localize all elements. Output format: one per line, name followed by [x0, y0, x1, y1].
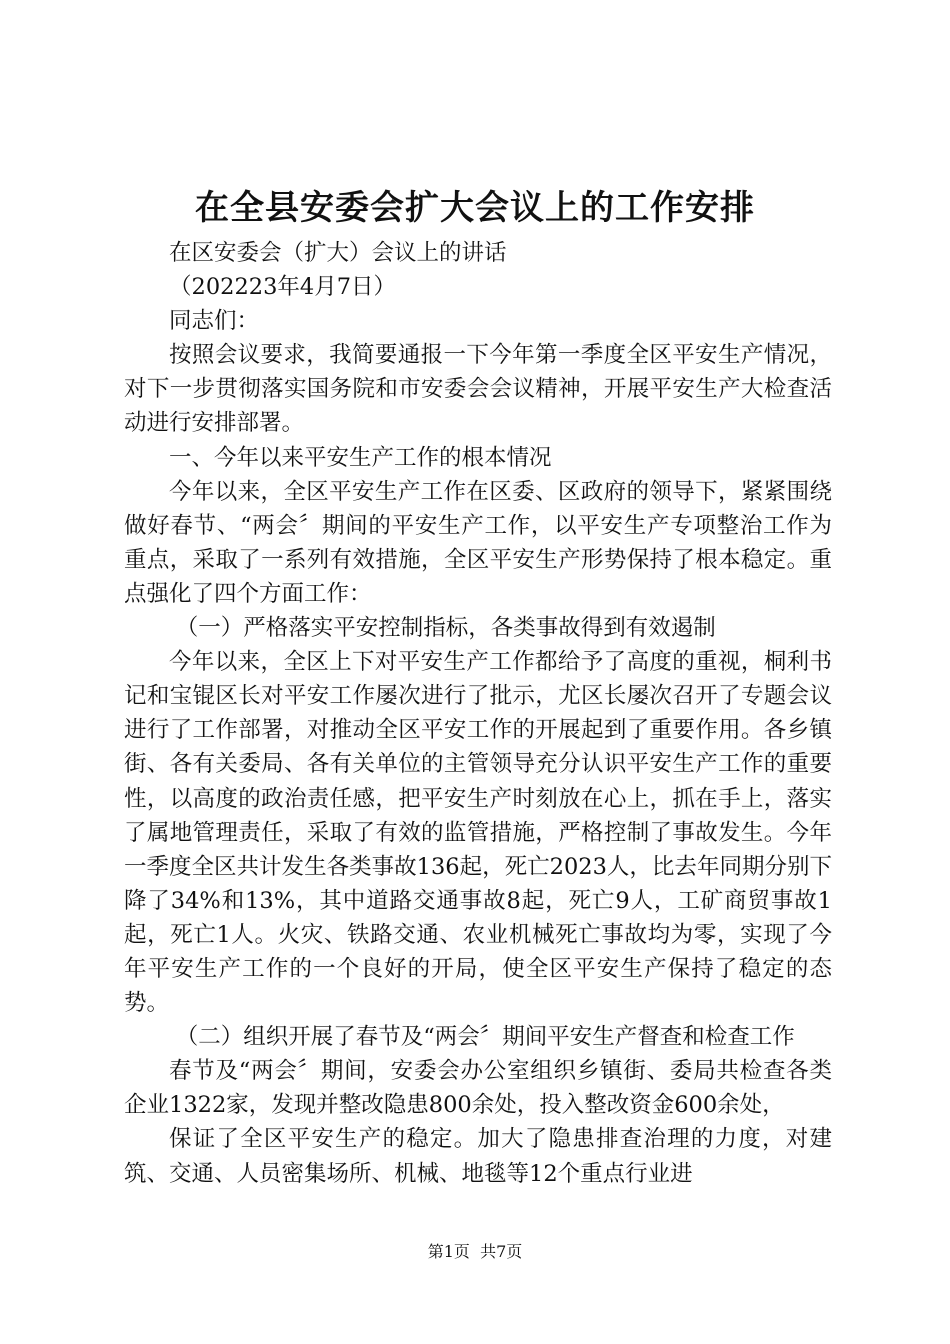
- salutation: 同志们：: [169, 308, 260, 335]
- body-paragraph: 春节及“两会〞期间，安委会办公室组织乡镇街、委局共检查各类企业1322家，发现并整改隐患800余处，投入整改资金600余处，: [124, 1058, 832, 1119]
- body-paragraph: 今年以来，全区平安生产工作在区委、区政府的领导下，紧紧围绕做好春节、“两会〞期间的平安生产工作，以平安生产专项整治工作为重点，采取了一系列有效措施，全区平安生产形势保持了根本稳定。重点强化了四个方面工作：: [124, 478, 832, 607]
- speech-subtitle: 在区安委会（扩大）会议上的讲话: [169, 240, 507, 266]
- speech-date: （202223年4月7日）: [169, 274, 397, 301]
- document-title: 在全县安委会扩大会议上的工作安排: [195, 188, 755, 228]
- body-paragraph: 今年以来，全区上下对平安生产工作都给予了高度的重视，桐利书记和宝锟区长对平安工作屡次进行了批示，尤区长屡次召开了专题会议进行了工作部署，对推动全区平安工作的开展起到了重要作用。各乡镇街、各有关委局、各有关单位的主管领导充分认识平安生产工作的重要性，以高度的政治责任感，把平安生产时刻放在心上，抓在手上，落实了属地管理责任，采取了有效的监管措施，严格控制了事故发生。今年一季度全区共计发生各类事故136起，死亡2023人，比去年同期分别下降了34%和13%，其中道路交通事故8起，死亡9人，工矿商贸事故1起，死亡1人。火灾、铁路交通、农业机械死亡事故均为零，实现了今年平安生产工作的一个良好的开局，使全区平安生产保持了稳定的态势。: [124, 649, 832, 1017]
- page-total: 共7页: [480, 1242, 523, 1261]
- document-body: [124, 236, 832, 1191]
- body-paragraph: 按照会议要求，我简要通报一下今年第一季度全区平安生产情况，对下一步贯彻落实国务院和市安委会会议精神，开展平安生产大检查活动进行安排部署。: [124, 342, 832, 437]
- subsection-heading: （二）组织开展了春节及“两会〞期间平安生产督查和检查工作: [175, 1024, 795, 1051]
- section-heading: 一、今年以来平安生产工作的根本情况: [169, 444, 552, 471]
- subsection-heading: （一）严格落实平安控制指标，各类事故得到有效遏制: [175, 615, 716, 642]
- page-number: 第1页: [427, 1242, 470, 1261]
- page-footer: [0, 1240, 950, 1264]
- body-paragraph: 保证了全区平安生产的稳定。加大了隐患排查治理的力度，对建筑、交通、人员密集场所、机械、地毯等12个重点行业进: [124, 1126, 832, 1187]
